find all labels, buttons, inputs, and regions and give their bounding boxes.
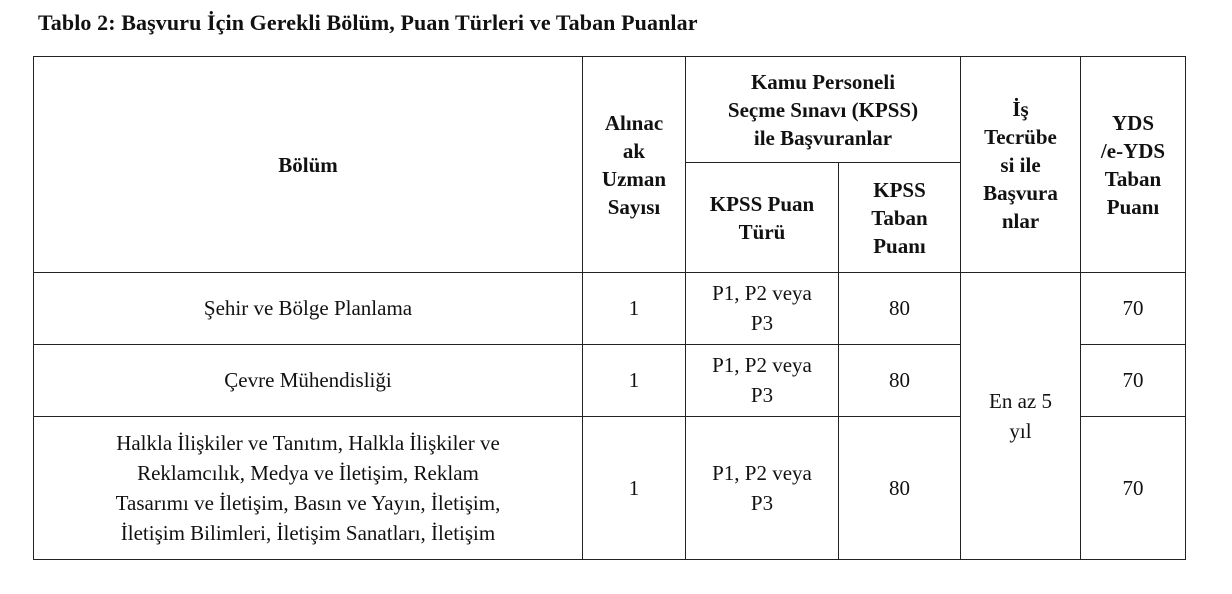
cell-alinacak: 1 (583, 416, 686, 560)
cell-line: P3 (750, 383, 774, 408)
cell-line: Tasarımı ve İletişim, Basın ve Yayın, İletişim, (115, 490, 501, 515)
header-line: Alınac (604, 110, 664, 135)
header-line: Başvura (983, 180, 1058, 205)
cell-line: P3 (750, 490, 774, 515)
cell-line: P1, P2 veya (712, 353, 812, 378)
header-line: İş (1012, 96, 1029, 121)
table-row (34, 273, 1186, 345)
cell-kpss-taban: 80 (839, 416, 961, 560)
cell-kpss-taban: 80 (839, 344, 961, 416)
header-line: Tecrübe (984, 124, 1057, 149)
cell-line: P1, P2 veya (712, 460, 812, 485)
header-line: ak (622, 138, 646, 163)
header-line: Puanı (1106, 194, 1160, 219)
header-line: Seçme Sınavı (KPSS) (727, 97, 919, 122)
header-line: Sayısı (607, 194, 661, 219)
cell-puan-turu (686, 273, 839, 345)
cell-bolum (34, 416, 583, 560)
header-line: si ile (1000, 152, 1041, 177)
cell-yds: 70 (1081, 416, 1186, 560)
cell-line: Şehir ve Bölge Planlama (203, 296, 413, 321)
header-line: nlar (1001, 208, 1040, 233)
cell-kpss-taban: 80 (839, 273, 961, 345)
header-line: KPSS Puan (709, 191, 815, 216)
header-kpss-taban-puani (839, 163, 961, 273)
header-line: /e-YDS (1100, 138, 1166, 163)
cell-puan-turu (686, 416, 839, 560)
header-kpss-group (686, 57, 961, 163)
cell-alinacak: 1 (583, 344, 686, 416)
cell-line: İletişim Bilimleri, İletişim Sanatları, İletişim (120, 520, 496, 545)
header-line: KPSS (873, 177, 926, 202)
header-yds-taban-puani (1081, 57, 1186, 273)
cell-bolum (34, 344, 583, 416)
header-line: ile Başvuranlar (753, 125, 893, 150)
header-alinacak-uzman-sayisi (583, 57, 686, 273)
cell-line: yıl (1009, 419, 1032, 443)
header-line: YDS (1112, 110, 1155, 135)
requirements-table (33, 56, 1186, 560)
cell-line: Reklamcılık, Medya ve İletişim, Reklam (137, 460, 479, 485)
cell-line: Çevre Mühendisliği (224, 368, 392, 393)
cell-line: En az 5 (989, 389, 1052, 413)
header-line: Puanı (873, 233, 926, 258)
cell-line: Halkla İlişkiler ve Tanıtım, Halkla İlişkiler ve (116, 430, 500, 455)
table-caption: Tablo 2: Başvuru İçin Gerekli Bölüm, Puan Türleri ve Taban Puanlar (38, 10, 698, 35)
header-kpss-puan-turu (686, 163, 839, 273)
header-line: Kamu Personeli (750, 69, 896, 94)
header-line: Taban (1104, 166, 1162, 191)
header-line: Uzman (601, 166, 667, 191)
header-line: Türü (738, 219, 786, 244)
cell-line: P1, P2 veya (712, 281, 812, 306)
cell-is-tecrubesi (961, 273, 1081, 560)
header-is-tecrubesi (961, 57, 1081, 273)
cell-bolum (34, 273, 583, 345)
cell-yds: 70 (1081, 344, 1186, 416)
cell-yds: 70 (1081, 273, 1186, 345)
header-bolum: Bölüm (34, 57, 583, 273)
header-line: Taban (871, 205, 928, 230)
cell-line: P3 (750, 311, 774, 336)
cell-puan-turu (686, 344, 839, 416)
cell-alinacak: 1 (583, 273, 686, 345)
